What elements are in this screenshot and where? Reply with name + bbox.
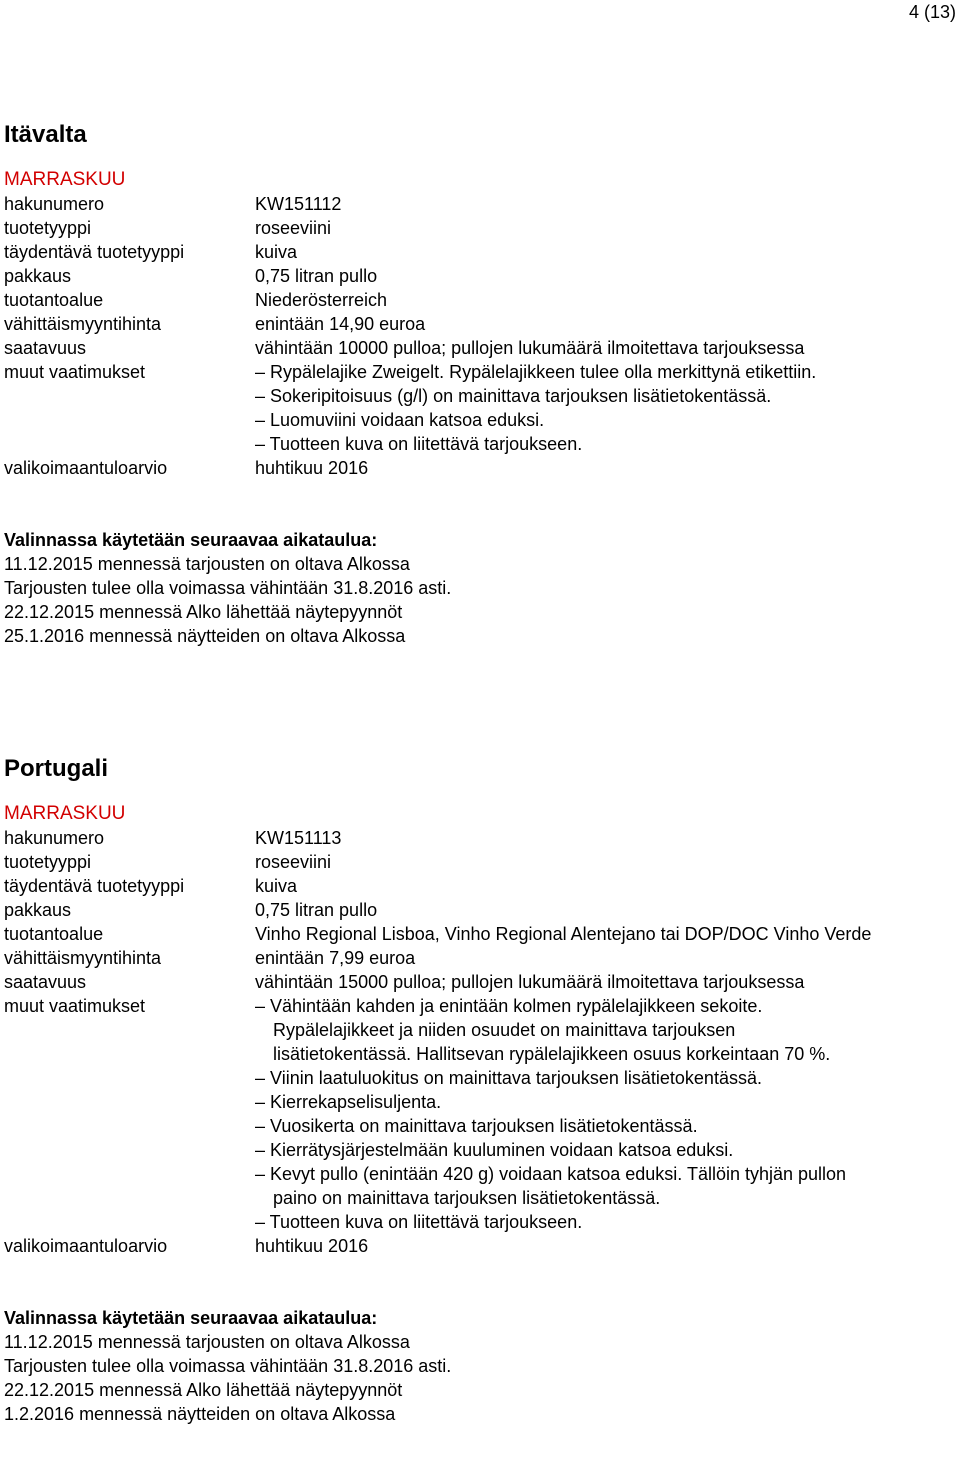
row-value: KW151113 [255,828,342,848]
row-label: täydentävä tuotetyyppi [4,876,185,896]
requirement-item: – Kierrätysjärjestelmään kuuluminen voidaan katsoa eduksi. [255,1140,734,1160]
info-row-tuotetyyppi [4,216,944,240]
row-value: Vinho Regional Lisboa, Vinho Regional Alentejano tai DOP/DOC Vinho Verde [255,924,872,944]
country-heading: Itävalta [4,121,87,148]
row-value: enintään 14,90 euroa [255,314,426,334]
schedule-line: Tarjousten tulee olla voimassa vähintään 31.8.2016 asti. [4,578,452,598]
row-value: vähintään 10000 pulloa; pullojen lukumäärä ilmoitettava tarjouksessa [255,338,805,358]
schedule-line: 22.12.2015 mennessä Alko lähettää näytepyynnöt [4,602,403,622]
row-label: tuotetyyppi [4,218,92,238]
month-label: MARRASKUU [4,169,126,190]
row-label: hakunumero [4,828,105,848]
info-row-hakunumero [4,192,944,216]
row-value: huhtikuu 2016 [255,1236,369,1256]
requirement-item: – Vuosikerta on mainittava tarjouksen lisätietokentässä. [255,1116,698,1136]
row-label: saatavuus [4,972,87,992]
row-value: enintään 7,99 euroa [255,948,416,968]
requirement-item: – Tuotteen kuva on liitettävä tarjoukseen. [255,1212,583,1232]
info-row-hakunumero [4,826,944,850]
row-value: Niederösterreich [255,290,388,310]
row-label: valikoimaantuloarvio [4,1236,168,1256]
info-row-saatavuus [4,970,944,994]
requirement-item: – Rypälelajike Zweigelt. Rypälelajikkeen tulee olla merkittynä etikettiin. [255,362,817,382]
row-value: kuiva [255,876,298,896]
info-row-vahittaismyyntihinta [4,312,944,336]
row-label: vähittäismyyntihinta [4,314,162,334]
schedule-line: 22.12.2015 mennessä Alko lähettää näytepyynnöt [4,1380,403,1400]
page-number: 4 (13) [908,2,956,22]
row-label: vähittäismyyntihinta [4,948,162,968]
row-value: huhtikuu 2016 [255,458,369,478]
schedule-line: 11.12.2015 mennessä tarjousten on oltava Alkossa [4,554,410,574]
info-row-vahittaismyyntihinta [4,946,944,970]
requirement-item: – Luomuviini voidaan katsoa eduksi. [255,410,545,430]
schedule-line: 25.1.2016 mennessä näytteiden on oltava Alkossa [4,626,406,646]
row-label: tuotetyyppi [4,852,92,872]
info-row-muut-vaatimukset [4,994,944,1234]
row-value: roseeviini [255,852,332,872]
info-row-tuotantoalue [4,922,944,946]
country-section-itavalta [4,120,944,648]
row-value: vähintään 15000 pulloa; pullojen lukumäärä ilmoitettava tarjouksessa [255,972,805,992]
row-label: tuotantoalue [4,924,104,944]
info-row-taydentava-tuotetyyppi [4,874,944,898]
info-row-pakkaus [4,898,944,922]
row-value: 0,75 litran pullo [255,266,378,286]
info-row-valikoimaantuloarvio [4,456,944,480]
row-label: hakunumero [4,194,105,214]
row-label: saatavuus [4,338,87,358]
row-label: valikoimaantuloarvio [4,458,168,478]
month-label: MARRASKUU [4,803,126,824]
info-row-muut-vaatimukset [4,360,944,456]
requirement-item: – Vähintään kahden ja enintään kolmen rypälelajikkeen sekoite. Rypälelajikkeet ja niiden osuudet on mainittava tarjouksen lisätietokentässä. Hallitsevan rypälelajikkeen osuus korkeintaan 70 %. [255,996,831,1064]
row-label: muut vaatimukset [4,362,146,382]
row-label: tuotantoalue [4,290,104,310]
row-value: 0,75 litran pullo [255,900,378,920]
info-row-saatavuus [4,336,944,360]
requirement-item: – Kierrekapselisuljenta. [255,1092,442,1112]
requirement-item: – Tuotteen kuva on liitettävä tarjoukseen. [255,434,583,454]
row-label: muut vaatimukset [4,996,146,1016]
info-row-tuotantoalue [4,288,944,312]
requirements-list [255,994,944,1234]
schedule-line: 1.2.2016 mennessä näytteiden on oltava Alkossa [4,1404,396,1424]
schedule-title: Valinnassa käytetään seuraavaa aikataulua: [4,1308,378,1328]
requirement-item: – Kevyt pullo (enintään 420 g) voidaan katsoa eduksi. Tällöin tyhjän pullon paino on mainittava tarjouksen lisätietokentässä. [255,1164,847,1208]
schedule-line: 11.12.2015 mennessä tarjousten on oltava Alkossa [4,1332,410,1352]
row-value: kuiva [255,242,298,262]
country-heading: Portugali [4,755,109,782]
schedule-title: Valinnassa käytetään seuraavaa aikataulua: [4,530,378,550]
row-value: roseeviini [255,218,332,238]
country-section-portugali [4,754,944,1426]
row-value: KW151112 [255,194,342,214]
info-row-pakkaus [4,264,944,288]
info-row-taydentava-tuotetyyppi [4,240,944,264]
row-label: täydentävä tuotetyyppi [4,242,185,262]
info-row-valikoimaantuloarvio [4,1234,944,1258]
row-label: pakkaus [4,266,72,286]
requirements-list [255,360,944,456]
schedule-line: Tarjousten tulee olla voimassa vähintään 31.8.2016 asti. [4,1356,452,1376]
requirement-item: – Sokeripitoisuus (g/l) on mainittava tarjouksen lisätietokentässä. [255,386,772,406]
row-label: pakkaus [4,900,72,920]
info-row-tuotetyyppi [4,850,944,874]
requirement-item: – Viinin laatuluokitus on mainittava tarjouksen lisätietokentässä. [255,1068,762,1088]
